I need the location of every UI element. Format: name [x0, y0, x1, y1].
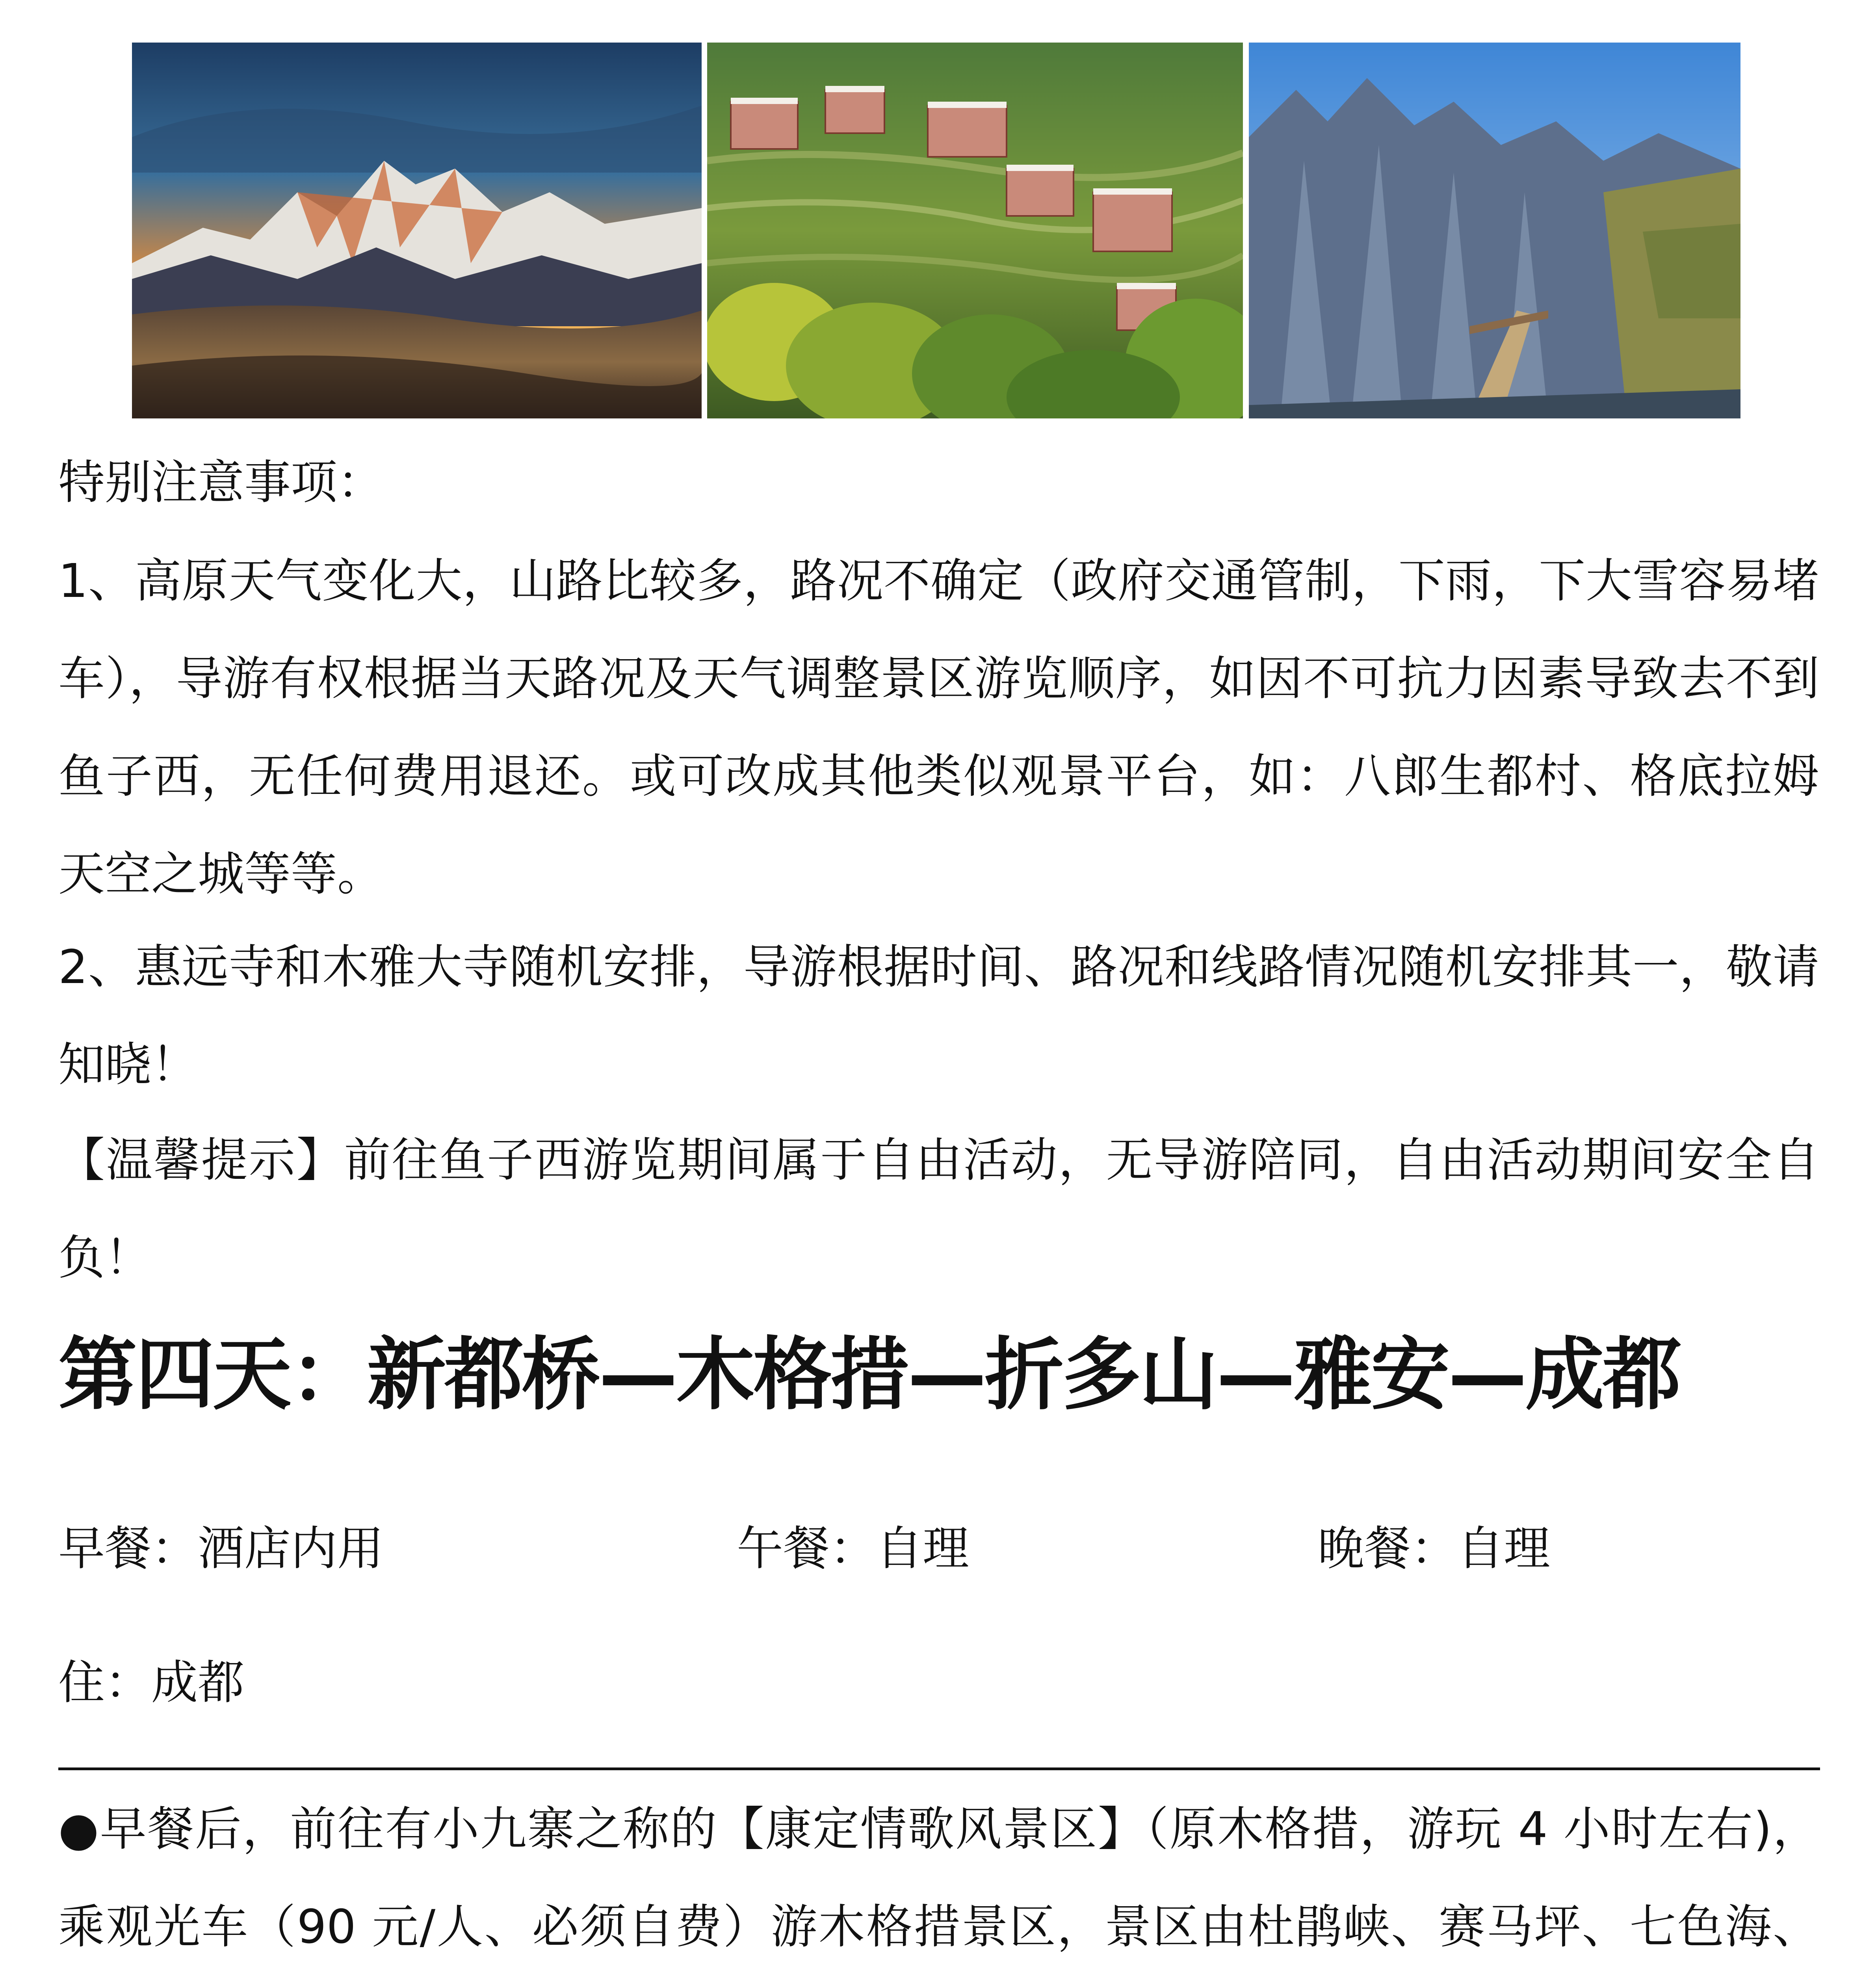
warm-tip: 【温馨提示】前往鱼子西游览期间属于自由活动，无导游陪同，自由活动期间安全自负！: [58, 1133, 1819, 1285]
tibetan-village-hillside-photo: [707, 43, 1243, 418]
accommodation: 住：成都: [58, 1655, 245, 1710]
sunset-snow-mountain-photo: [132, 43, 702, 418]
day4-description: ●早餐后，前往有小九寨之称的【康定情歌风景区】（原木格措，游玩 4 小时左右)，乘观光车（90 元/人、必须自费）游木格措景区，景区由杜鹃峡、赛马坪、七色海、: [58, 1802, 1819, 1954]
day4-title: 第四天：新都桥—木格措—折多山—雅安—成都: [58, 1329, 1680, 1421]
notes-title: 特别注意事项：: [58, 455, 384, 509]
note-item-1: 1、高原天气变化大，山路比较多，路况不确定（政府交通管制，下雨，下大雪容易堵车），导游有权根据当天路况及天气调整景区游览顺序，如因不可抗力因素导致去不到鱼子西，无任何费用退还。或可改成其他类似观景平台，如：八郎生都村、格底拉姆天空之城等等。: [58, 554, 1819, 901]
note-item-2: 2、惠远寺和木雅大寺随机安排，导游根据时间、路况和线路情况随机安排其一，敬请知晓！: [58, 940, 1819, 1092]
meal-dinner: 晚餐：自理: [1318, 1521, 1551, 1576]
limestone-ridge-boardwalk-photo: [1249, 43, 1740, 418]
meal-breakfast: 早餐：酒店内用: [58, 1521, 384, 1576]
section-divider: [58, 1767, 1820, 1770]
meal-lunch: 午餐：自理: [737, 1521, 970, 1576]
